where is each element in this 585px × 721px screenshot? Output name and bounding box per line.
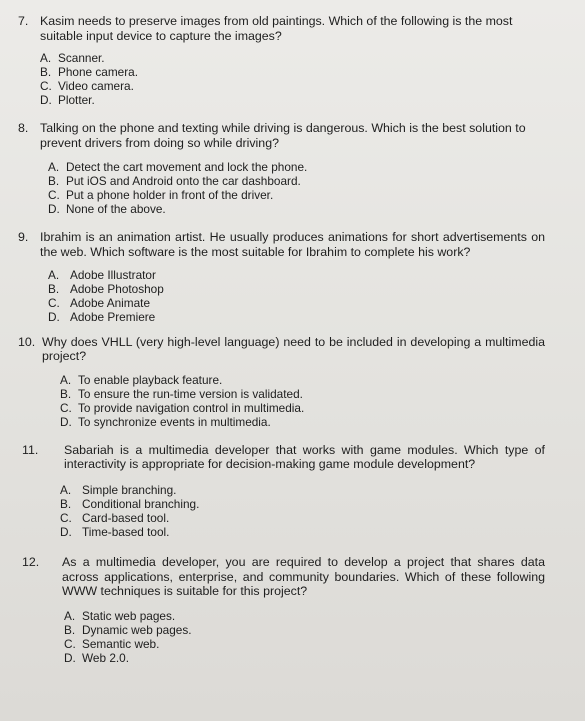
- option-letter: B.: [64, 622, 76, 637]
- option-letter: A.: [60, 372, 72, 387]
- answer-option-b: [48, 282, 545, 296]
- option-letter: C.: [60, 510, 72, 525]
- answer-option-d: [40, 93, 545, 107]
- option-text: To enable playback feature.: [78, 372, 223, 387]
- answer-option-a: [60, 373, 545, 387]
- option-text: To synchronize events in multimedia.: [78, 414, 271, 429]
- answer-option-b: [60, 497, 545, 511]
- answer-options: [40, 51, 545, 107]
- answer-option-d: [48, 202, 545, 216]
- option-text: Plotter.: [58, 93, 95, 108]
- answer-option-b: [64, 623, 545, 637]
- answer-option-c: [64, 637, 545, 651]
- question-9-stem: [18, 230, 545, 259]
- answer-option-c: [48, 296, 545, 310]
- option-letter: A.: [48, 160, 60, 175]
- option-text: Dynamic web pages.: [82, 622, 192, 637]
- question-8-stem: [18, 121, 545, 150]
- question-8: [18, 121, 545, 216]
- option-letter: D.: [64, 650, 76, 665]
- question-number: 11.: [22, 442, 39, 457]
- answer-options: [64, 609, 545, 665]
- option-letter: D.: [60, 414, 72, 429]
- option-text: Time-based tool.: [82, 524, 170, 539]
- option-letter: A.: [40, 51, 52, 66]
- option-letter: D.: [48, 309, 60, 324]
- question-10-stem: [18, 335, 545, 364]
- option-letter: B.: [48, 174, 60, 189]
- option-letter: B.: [40, 65, 52, 80]
- option-letter: A.: [48, 267, 60, 282]
- answer-option-d: [60, 415, 545, 429]
- option-text: Scanner.: [58, 51, 105, 66]
- option-letter: A.: [60, 482, 72, 497]
- option-letter: D.: [60, 524, 72, 539]
- answer-option-a: [64, 609, 545, 623]
- answer-option-d: [60, 525, 545, 539]
- option-letter: D.: [48, 202, 60, 217]
- answer-option-b: [40, 65, 545, 79]
- option-text: To ensure the run-time version is validated.: [78, 386, 303, 401]
- option-text: Conditional branching.: [82, 496, 200, 511]
- question-text: As a multimedia developer, you are required to develop a project that shares data across applications, enterprise, and community boundaries. Which of these following WWW techniques is suitable for this project?: [62, 554, 545, 599]
- option-text: Static web pages.: [82, 608, 176, 623]
- question-number: 7.: [18, 14, 29, 28]
- answer-option-a: [48, 160, 545, 174]
- answer-option-d: [48, 310, 545, 324]
- question-11: [18, 443, 545, 539]
- option-letter: C.: [40, 79, 52, 94]
- question-11-stem: [22, 443, 545, 472]
- option-text: Adobe Premiere: [70, 309, 156, 324]
- question-text: Kasim needs to preserve images from old paintings. Which of the following is the most suitable input device to capture the images?: [40, 14, 513, 43]
- question-number: 8.: [18, 121, 29, 136]
- question-number: 12.: [22, 554, 40, 569]
- option-text: Semantic web.: [82, 636, 160, 651]
- question-10: [18, 335, 545, 429]
- option-text: To provide navigation control in multimedia.: [78, 400, 305, 415]
- option-text: Adobe Illustrator: [70, 267, 156, 282]
- answer-options: [60, 373, 545, 429]
- answer-option-c: [60, 511, 545, 525]
- question-number: 10.: [18, 334, 36, 349]
- question-7: [18, 14, 545, 107]
- option-text: Simple branching.: [82, 482, 177, 497]
- answer-option-b: [48, 174, 545, 188]
- option-text: Adobe Animate: [70, 295, 151, 310]
- option-letter: C.: [48, 188, 60, 203]
- option-letter: B.: [60, 496, 72, 511]
- question-text: Ibrahim is an animation artist. He usually produces animations for short advertisements on the web. Which software is the most suitable for Ibrahim to complete his work?: [40, 230, 545, 259]
- option-text: None of the above.: [66, 202, 166, 217]
- question-text: Sabariah is a multimedia developer that works with game modules. Which type of interactivity is appropriate for decision-making game module development?: [64, 442, 545, 472]
- answer-options: [48, 160, 545, 216]
- question-text: Talking on the phone and texting while driving is dangerous. Which is the best solution to prevent drivers from doing so while driving?: [40, 121, 526, 150]
- question-12: [18, 555, 545, 665]
- answer-options: [60, 483, 545, 539]
- option-text: Card-based tool.: [82, 510, 170, 525]
- option-text: Detect the cart movement and lock the phone.: [66, 160, 308, 175]
- question-number: 9.: [18, 230, 29, 245]
- question-12-stem: [22, 555, 545, 599]
- answer-option-a: [48, 268, 545, 282]
- question-text: Why does VHLL (very high-level language) need to be included in developing a multimedia project?: [42, 334, 545, 364]
- question-7-stem: [18, 14, 545, 43]
- answer-option-d: [64, 651, 545, 665]
- option-text: Adobe Photoshop: [70, 281, 164, 296]
- option-text: Put iOS and Android onto the car dashboard.: [66, 174, 301, 189]
- option-letter: C.: [48, 295, 60, 310]
- answer-option-a: [60, 483, 545, 497]
- answer-option-a: [40, 51, 545, 65]
- option-letter: B.: [60, 386, 72, 401]
- option-letter: B.: [48, 281, 60, 296]
- answer-option-c: [40, 79, 545, 93]
- option-text: Phone camera.: [58, 65, 139, 80]
- option-letter: D.: [40, 93, 52, 108]
- option-letter: C.: [60, 400, 72, 415]
- option-letter: C.: [64, 636, 76, 651]
- answer-options: [48, 268, 545, 324]
- option-text: Video camera.: [58, 79, 134, 94]
- answer-option-b: [60, 387, 545, 401]
- answer-option-c: [60, 401, 545, 415]
- option-text: Put a phone holder in front of the driver.: [66, 188, 274, 203]
- option-letter: A.: [64, 608, 76, 623]
- option-text: Web 2.0.: [82, 650, 129, 665]
- answer-option-c: [48, 188, 545, 202]
- question-9: [18, 230, 545, 323]
